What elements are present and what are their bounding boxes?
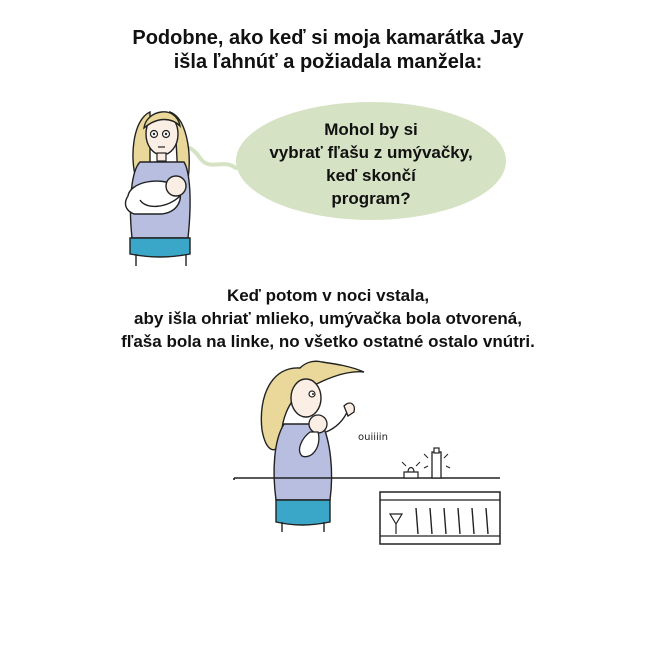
dishwasher-rack bbox=[380, 492, 500, 544]
woman-holding-baby-figure bbox=[126, 112, 191, 266]
speech-bubble-tail bbox=[190, 148, 236, 168]
caption-bottom-line-3: fľaša bola na linke, no všetko ostatné ostalo vnútri. bbox=[121, 332, 535, 351]
sound-effect-text: ouiiiin bbox=[358, 432, 388, 443]
woman-1-shorts bbox=[130, 238, 190, 257]
speech-line-4: program? bbox=[331, 189, 411, 208]
wine-glass bbox=[390, 514, 402, 534]
speech-line-1: Mohol by si bbox=[324, 120, 418, 139]
caption-top-line-1: Podobne, ako keď si moja kamarátka Jay bbox=[132, 27, 524, 49]
bottle-on-counter bbox=[424, 448, 450, 478]
nipple-cap-on-counter bbox=[402, 462, 420, 478]
caption-bottom-line-2: aby išla ohriať mlieko, umývačka bola otvorená, bbox=[134, 309, 522, 328]
woman-2-shirt bbox=[274, 424, 332, 500]
woman-2-head bbox=[291, 379, 321, 417]
caption-top-line-2: išla ľahnúť a požiadala manžela: bbox=[173, 51, 483, 73]
plates bbox=[416, 508, 488, 534]
woman-2-shorts bbox=[276, 500, 330, 525]
speech-line-3: keď skončí bbox=[326, 166, 416, 185]
woman-reaching-figure bbox=[261, 361, 364, 532]
speech-line-2: vybrať fľašu z umývačky, bbox=[269, 143, 473, 162]
caption-bottom-line-1: Keď potom v noci vstala, bbox=[226, 286, 430, 305]
